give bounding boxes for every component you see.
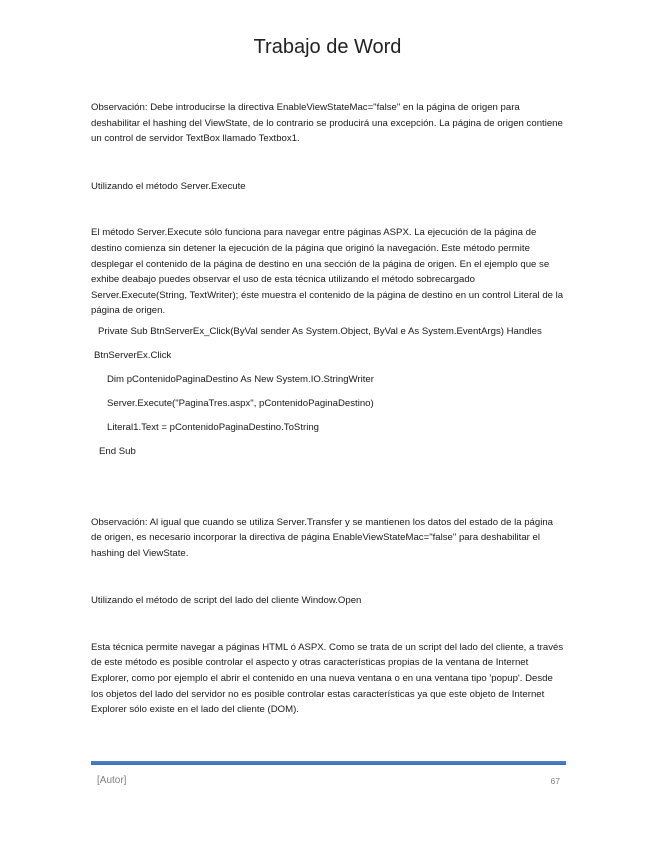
code-line: Private Sub BtnServerEx_Click(ByVal sender As System.Object, ByVal e As System.EventArgs) Handles [98, 325, 542, 337]
body-paragraph-server-execute: El método Server.Execute sólo funciona para navegar entre páginas ASPX. La ejecución de la página de destino comienza sin detener la ejecución de la página que originó la navegación. Este método permite desplegar el contenido de la página de destino en una sección de la página de origen. En el ejemplo que se exhibe deabajo puedes observar el uso de esta técnica utilizando el método sobrecargado Server.Execute(String, TextWriter); éste muestra el contenido de la página de destino en un control Literal de la página de origen. [91, 227, 564, 317]
observation-paragraph-2: Observación: Al igual que cuando se utiliza Server.Transfer y se mantienen los datos del estado de la página de origen, es necesario incorporar la directiva de página EnableViewStateMac="false" para deshabilitar el hashing del ViewState. [91, 516, 554, 559]
section-heading-server-execute: Utilizando el método Server.Execute [91, 180, 246, 192]
body-paragraph-window-open: Esta técnica permite navegar a páginas HTML ó ASPX. Como se trata de un script del lado del cliente, a través de este método es posible controlar el aspecto y otras características propias de la ventana de Internet Explorer, como por ejemplo el abrir el contenido en una nueva ventana o en una ventana tipo 'popup'. Desde los objetos del lado del servidor no es posible controlar estas características ya que este objeto de Internet Explorer sólo existe en el lado del cliente (DOM). [91, 641, 564, 716]
code-line: End Sub [99, 446, 136, 458]
observation-paragraph-1: Observación: Debe introducirse la directiva EnableViewStateMac="false" en la página de origen para deshabilitar el hashing del ViewState, de lo contrario se producirá una excepción. La página de origen contiene un control de servidor TextBox llamado Textbox1. [91, 102, 563, 145]
page-body [91, 100, 566, 718]
footer-rule [91, 761, 566, 765]
code-line: Literal1.Text = pContenidoPaginaDestino.ToString [107, 422, 319, 434]
code-line: Dim pContenidoPaginaDestino As New System.IO.StringWriter [107, 374, 374, 386]
page-title: Trabajo de Word [253, 36, 402, 58]
footer-author: [Autor] [97, 775, 127, 786]
spacer [91, 469, 566, 515]
code-sample [91, 324, 566, 460]
section-heading-window-open: Utilizando el método de script del lado del cliente Window.Open [91, 595, 362, 607]
page-number: 67 [550, 776, 560, 786]
code-line: Server.Execute("PaginaTres.aspx", pContenidoPaginaDestino) [107, 398, 374, 410]
code-line: BtnServerEx.Click [94, 350, 172, 362]
